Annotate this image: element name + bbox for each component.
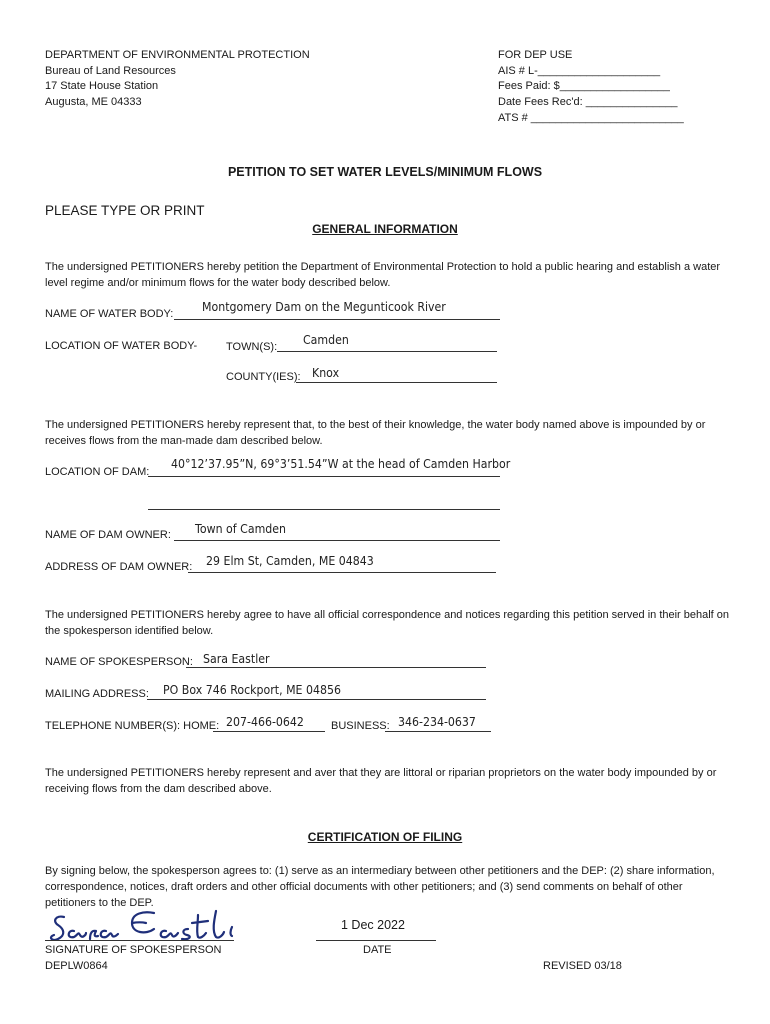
spokesperson-label: NAME OF SPOKESPERSON:	[45, 656, 193, 668]
dam-owner-value[interactable]: Town of Camden	[195, 521, 287, 536]
home-phone-line	[213, 731, 325, 732]
certification-heading: CERTIFICATION OF FILING	[307, 830, 463, 844]
general-info-heading: GENERAL INFORMATION	[312, 222, 458, 236]
certification-paragraph: By signing below, the spokesperson agrees to: (1) serve as an intermediary between other petitioners and the DEP: (2) share information, correspondence, notices, draft orders and other official documents with other petitioners; and (3) send comments on behalf of other petitioners to the DEP.	[45, 865, 715, 909]
counties-value[interactable]: Knox	[312, 365, 340, 380]
home-phone-label: TELEPHONE NUMBER(S): HOME:	[45, 720, 220, 732]
form-id: DEPLW0864	[45, 960, 108, 972]
proprietor-paragraph: The undersigned PETITIONERS hereby represent and aver that they are littoral or riparian proprietors on the water body impounded by or receiving flows from the dam described above.	[45, 767, 717, 795]
home-phone-value[interactable]: 207-466-0642	[226, 714, 304, 729]
document-title: PETITION TO SET WATER LEVELS/MINIMUM FLOWS	[227, 165, 543, 179]
date-label: DATE	[363, 944, 392, 956]
towns-line	[277, 351, 497, 352]
type-or-print-note: PLEASE TYPE OR PRINT	[45, 203, 205, 218]
station-address: 17 State House Station	[45, 80, 159, 92]
spokesperson-line	[186, 667, 486, 668]
date-value[interactable]: 1 Dec 2022	[341, 918, 405, 932]
water-body-line	[174, 319, 500, 320]
dam-location-value[interactable]: 40°12’37.95”N, 69°3’51.54”W at the head of Camden Harbor	[171, 456, 511, 471]
signature-line	[45, 940, 234, 941]
mailing-address-value[interactable]: PO Box 746 Rockport, ME 04856	[163, 682, 341, 697]
counties-label: COUNTY(IES):	[226, 371, 301, 383]
owner-address-value[interactable]: 29 Elm St, Camden, ME 04843	[206, 553, 374, 568]
business-phone-value[interactable]: 346-234-0637	[398, 714, 476, 729]
city-address: Augusta, ME 04333	[45, 96, 142, 108]
mailing-address-label: MAILING ADDRESS:	[45, 688, 149, 700]
dam-owner-line	[174, 540, 500, 541]
signature-image[interactable]	[46, 905, 236, 943]
signature-label: SIGNATURE OF SPOKESPERSON	[45, 944, 222, 956]
owner-address-line	[188, 572, 496, 573]
water-body-label: NAME OF WATER BODY:	[45, 308, 174, 320]
revision-date: REVISED 03/18	[543, 960, 622, 972]
spokesperson-value[interactable]: Sara Eastler	[203, 651, 270, 666]
location-water-body-label: LOCATION OF WATER BODY-	[45, 340, 198, 352]
ais-field: AIS # L-____________________	[498, 65, 661, 77]
dep-use-title: FOR DEP USE	[498, 49, 573, 61]
dam-location-line	[148, 476, 500, 477]
signature-scrawl-icon	[46, 905, 236, 943]
dam-location-label: LOCATION OF DAM:	[45, 466, 150, 478]
business-phone-line	[385, 731, 491, 732]
department-name: DEPARTMENT OF ENVIRONMENTAL PROTECTION	[45, 49, 310, 61]
owner-address-label: ADDRESS OF DAM OWNER:	[45, 561, 193, 573]
bureau-name: Bureau of Land Resources	[45, 65, 176, 77]
dam-owner-label: NAME OF DAM OWNER:	[45, 529, 171, 541]
water-body-value[interactable]: Montgomery Dam on the Megunticook River	[202, 299, 446, 314]
date-fees-field: Date Fees Rec'd: _______________	[498, 96, 678, 108]
dam-location-line-2	[148, 509, 500, 510]
ats-field: ATS # _________________________	[498, 112, 684, 124]
date-line	[316, 940, 436, 941]
correspondence-paragraph: The undersigned PETITIONERS hereby agree to have all official correspondence and notices regarding this petition served in their behalf on the spokesperson identified below.	[45, 609, 730, 637]
business-phone-label: BUSINESS:	[331, 720, 390, 732]
mailing-address-line	[147, 699, 486, 700]
towns-value[interactable]: Camden	[303, 332, 349, 347]
impoundment-paragraph: The undersigned PETITIONERS hereby represent that, to the best of their knowledge, the water body named above is impounded by or receives flows from the man-made dam described below.	[45, 419, 706, 447]
fees-paid-field: Fees Paid: $__________________	[498, 80, 670, 92]
petition-paragraph: The undersigned PETITIONERS hereby petition the Department of Environmental Protection to hold a public hearing and establish a water level regime and/or minimum flows for the water body described below.	[45, 261, 721, 289]
towns-label: TOWN(S):	[226, 341, 278, 353]
counties-line	[296, 382, 497, 383]
